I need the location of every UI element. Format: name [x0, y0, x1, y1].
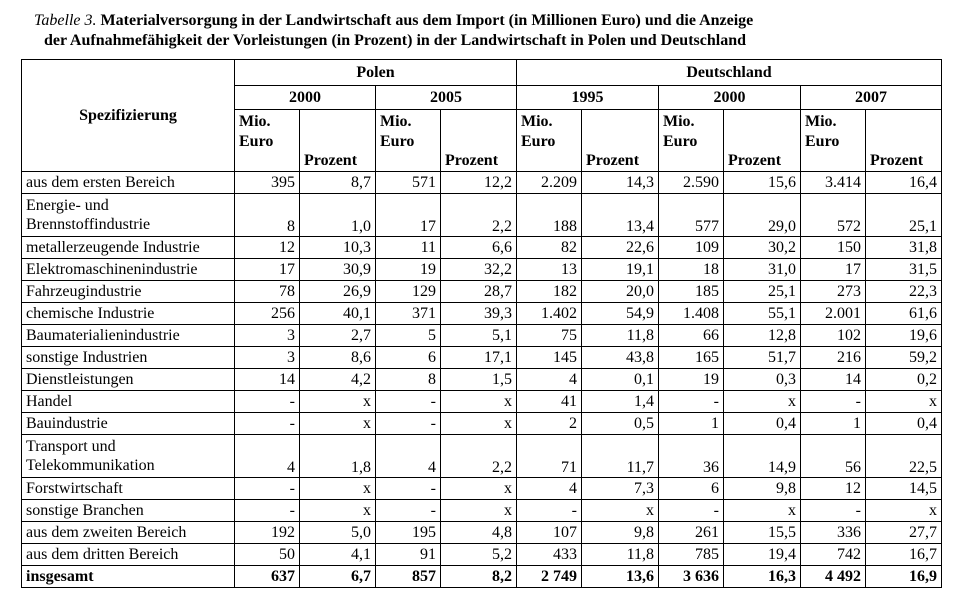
- prozent-cell: 51,7: [724, 347, 801, 369]
- prozent-cell: x: [441, 413, 517, 435]
- prozent-cell: 12,2: [441, 172, 517, 194]
- row-label: [22, 544, 235, 566]
- row-label: [22, 347, 235, 369]
- euro-label: Euro: [805, 133, 840, 150]
- prozent-cell: 40,1: [300, 303, 376, 325]
- mio-euro-cell: 8: [376, 369, 441, 391]
- prozent-cell: 15,6: [724, 172, 801, 194]
- mio-euro-cell: 71: [517, 435, 582, 478]
- mio-euro-cell: 1: [659, 413, 724, 435]
- prozent-cell: 59,2: [866, 347, 942, 369]
- prozent-cell: 22,5: [866, 435, 942, 478]
- row-label-line: insgesamt: [26, 568, 94, 585]
- mio-euro-cell: 2: [517, 413, 582, 435]
- mio-euro-cell: -: [376, 391, 441, 413]
- row-label: [22, 478, 235, 500]
- prozent-cell: 15,5: [724, 522, 801, 544]
- row-label-line: Energie- und: [26, 197, 109, 214]
- table-row: [22, 347, 942, 369]
- prozent-cell: 4,8: [441, 522, 517, 544]
- prozent-cell: 0,3: [724, 369, 801, 391]
- row-label-line: Fahrzeugindustrie: [26, 283, 142, 300]
- mio-euro-cell: -: [235, 478, 300, 500]
- prozent-cell: 13,6: [582, 566, 659, 588]
- mio-euro-cell: 36: [659, 435, 724, 478]
- row-label: [22, 413, 235, 435]
- prozent-cell: 13,4: [582, 194, 659, 237]
- prozent-cell: 0,1: [582, 369, 659, 391]
- mio-label: Mio.: [521, 113, 553, 130]
- mio-euro-cell: -: [801, 391, 866, 413]
- prozent-header: Prozent: [441, 110, 517, 172]
- prozent-cell: x: [441, 391, 517, 413]
- prozent-cell: 5,1: [441, 325, 517, 347]
- prozent-cell: 1,0: [300, 194, 376, 237]
- mio-euro-cell: 571: [376, 172, 441, 194]
- prozent-cell: 54,9: [582, 303, 659, 325]
- mio-euro-cell: 637: [235, 566, 300, 588]
- mio-euro-cell: 5: [376, 325, 441, 347]
- mio-euro-cell: 192: [235, 522, 300, 544]
- prozent-cell: 29,0: [724, 194, 801, 237]
- prozent-header: Prozent: [724, 110, 801, 172]
- mio-euro-cell: 102: [801, 325, 866, 347]
- mio-euro-cell: 4: [376, 435, 441, 478]
- prozent-cell: 8,2: [441, 566, 517, 588]
- euro-label: Euro: [380, 133, 415, 150]
- mio-euro-cell: 50: [235, 544, 300, 566]
- prozent-cell: 11,8: [582, 325, 659, 347]
- prozent-cell: 5,0: [300, 522, 376, 544]
- prozent-cell: x: [300, 391, 376, 413]
- mio-euro-cell: 857: [376, 566, 441, 588]
- table-row: [22, 413, 942, 435]
- mio-euro-header: [376, 110, 441, 172]
- table-row: [22, 435, 942, 478]
- mio-euro-cell: 17: [801, 259, 866, 281]
- prozent-cell: 26,9: [300, 281, 376, 303]
- mio-euro-cell: 3.414: [801, 172, 866, 194]
- prozent-cell: 17,1: [441, 347, 517, 369]
- mio-euro-cell: 17: [235, 259, 300, 281]
- mio-euro-cell: 75: [517, 325, 582, 347]
- mio-euro-cell: 742: [801, 544, 866, 566]
- prozent-cell: x: [300, 478, 376, 500]
- mio-euro-cell: 2.209: [517, 172, 582, 194]
- mio-euro-cell: 2.001: [801, 303, 866, 325]
- mio-euro-cell: 188: [517, 194, 582, 237]
- row-label-line: sonstige Industrien: [26, 349, 148, 366]
- prozent-cell: 25,1: [724, 281, 801, 303]
- prozent-cell: 16,9: [866, 566, 942, 588]
- mio-euro-cell: 109: [659, 237, 724, 259]
- mio-euro-cell: 19: [376, 259, 441, 281]
- table-body: [22, 172, 942, 588]
- row-label: [22, 566, 235, 588]
- mio-euro-cell: 2 749: [517, 566, 582, 588]
- prozent-cell: 16,7: [866, 544, 942, 566]
- mio-euro-cell: 785: [659, 544, 724, 566]
- table-title-line1: Materialversorgung in der Landwirtschaft aus dem Import (in Millionen Euro) und die Anzeige: [100, 12, 754, 29]
- mio-euro-cell: 165: [659, 347, 724, 369]
- prozent-cell: 8,7: [300, 172, 376, 194]
- mio-euro-header: [659, 110, 724, 172]
- mio-euro-cell: 182: [517, 281, 582, 303]
- mio-label: Mio.: [805, 113, 837, 130]
- prozent-cell: 9,8: [582, 522, 659, 544]
- prozent-header: Prozent: [866, 110, 942, 172]
- prozent-cell: 0,4: [866, 413, 942, 435]
- prozent-cell: 12,8: [724, 325, 801, 347]
- prozent-cell: 0,4: [724, 413, 801, 435]
- table-row: [22, 172, 942, 194]
- prozent-cell: x: [724, 391, 801, 413]
- mio-euro-cell: -: [376, 500, 441, 522]
- row-label-line: Forstwirtschaft: [26, 480, 123, 497]
- euro-label: Euro: [239, 133, 274, 150]
- mio-euro-cell: 185: [659, 281, 724, 303]
- table-title-line2: der Aufnahmefähigkeit der Vorleistungen (in Prozent) in der Landwirtschaft in Polen und Deutschland: [44, 32, 746, 49]
- mio-euro-cell: -: [376, 413, 441, 435]
- prozent-cell: x: [300, 413, 376, 435]
- row-label-line: Dienstleistungen: [26, 371, 134, 388]
- row-label-line: Elektromaschinenindustrie: [26, 261, 198, 278]
- mio-euro-header: [801, 110, 866, 172]
- year-header: 2005: [376, 86, 517, 110]
- prozent-cell: 10,3: [300, 237, 376, 259]
- country-header-polen: Polen: [235, 60, 517, 86]
- mio-euro-cell: 12: [235, 237, 300, 259]
- mio-euro-header: [235, 110, 300, 172]
- prozent-cell: 22,6: [582, 237, 659, 259]
- prozent-cell: 14,9: [724, 435, 801, 478]
- prozent-cell: 20,0: [582, 281, 659, 303]
- mio-euro-cell: 371: [376, 303, 441, 325]
- prozent-cell: 9,8: [724, 478, 801, 500]
- mio-label: Mio.: [663, 113, 695, 130]
- row-label: [22, 259, 235, 281]
- mio-euro-cell: 18: [659, 259, 724, 281]
- row-label: [22, 194, 235, 237]
- prozent-cell: 16,3: [724, 566, 801, 588]
- row-label: [22, 435, 235, 478]
- table-row: [22, 237, 942, 259]
- mio-euro-cell: 4: [517, 369, 582, 391]
- prozent-cell: 1,4: [582, 391, 659, 413]
- prozent-cell: 30,9: [300, 259, 376, 281]
- prozent-header: Prozent: [582, 110, 659, 172]
- table-row: [22, 391, 942, 413]
- row-label-line: metallerzeugende Industrie: [26, 239, 200, 256]
- prozent-cell: x: [441, 500, 517, 522]
- mio-euro-cell: 1.402: [517, 303, 582, 325]
- prozent-cell: 43,8: [582, 347, 659, 369]
- mio-euro-cell: 216: [801, 347, 866, 369]
- mio-euro-cell: -: [235, 413, 300, 435]
- mio-euro-cell: 336: [801, 522, 866, 544]
- prozent-cell: 19,6: [866, 325, 942, 347]
- prozent-cell: 11,7: [582, 435, 659, 478]
- prozent-cell: 14,3: [582, 172, 659, 194]
- row-label: [22, 281, 235, 303]
- mio-euro-cell: 1.408: [659, 303, 724, 325]
- prozent-cell: x: [300, 500, 376, 522]
- year-header: 1995: [517, 86, 659, 110]
- mio-euro-cell: 82: [517, 237, 582, 259]
- mio-euro-cell: -: [801, 500, 866, 522]
- mio-euro-cell: 14: [235, 369, 300, 391]
- row-label: [22, 303, 235, 325]
- prozent-cell: x: [866, 500, 942, 522]
- total-row: [22, 566, 942, 588]
- prozent-cell: x: [866, 391, 942, 413]
- mio-euro-cell: -: [376, 478, 441, 500]
- prozent-cell: 0,5: [582, 413, 659, 435]
- row-label-line: Handel: [26, 393, 73, 410]
- table-row: [22, 478, 942, 500]
- mio-euro-cell: 4: [517, 478, 582, 500]
- table-row: [22, 369, 942, 391]
- prozent-cell: 5,2: [441, 544, 517, 566]
- row-label-line: sonstige Branchen: [26, 502, 144, 519]
- mio-euro-cell: 66: [659, 325, 724, 347]
- prozent-cell: 19,4: [724, 544, 801, 566]
- row-label-line: Bauindustrie: [26, 415, 108, 432]
- table-row: [22, 303, 942, 325]
- row-label-line: Brennstoffindustrie: [26, 216, 151, 233]
- row-label-line: Telekommunikation: [26, 457, 155, 474]
- prozent-cell: 4,1: [300, 544, 376, 566]
- row-label: [22, 369, 235, 391]
- prozent-cell: 16,4: [866, 172, 942, 194]
- mio-euro-cell: 56: [801, 435, 866, 478]
- row-label: [22, 172, 235, 194]
- mio-euro-cell: 6: [659, 478, 724, 500]
- mio-euro-cell: 78: [235, 281, 300, 303]
- mio-euro-cell: 3: [235, 347, 300, 369]
- row-label-line: aus dem zweiten Bereich: [26, 524, 187, 541]
- euro-label: Euro: [521, 133, 556, 150]
- prozent-cell: 4,2: [300, 369, 376, 391]
- mio-euro-cell: 4 492: [801, 566, 866, 588]
- table-caption: [34, 11, 934, 51]
- prozent-cell: 19,1: [582, 259, 659, 281]
- prozent-cell: 31,8: [866, 237, 942, 259]
- mio-euro-cell: -: [235, 391, 300, 413]
- spec-header: Spezifizierung: [22, 60, 235, 172]
- row-label-line: aus dem dritten Bereich: [26, 546, 179, 563]
- mio-euro-cell: 8: [235, 194, 300, 237]
- prozent-cell: 61,6: [866, 303, 942, 325]
- prozent-cell: 22,3: [866, 281, 942, 303]
- prozent-cell: 31,0: [724, 259, 801, 281]
- euro-label: Euro: [663, 133, 698, 150]
- row-label: [22, 500, 235, 522]
- prozent-header: Prozent: [300, 110, 376, 172]
- row-label-line: chemische Industrie: [26, 305, 155, 322]
- mio-euro-cell: 4: [235, 435, 300, 478]
- mio-euro-cell: 395: [235, 172, 300, 194]
- table-row: [22, 544, 942, 566]
- mio-euro-cell: 41: [517, 391, 582, 413]
- year-header: 2007: [801, 86, 942, 110]
- row-label-line: Transport und: [26, 438, 116, 455]
- mio-euro-cell: 1: [801, 413, 866, 435]
- mio-euro-cell: 256: [235, 303, 300, 325]
- data-table: [21, 59, 942, 588]
- country-header-deutschland: Deutschland: [517, 60, 942, 86]
- prozent-cell: 31,5: [866, 259, 942, 281]
- mio-euro-cell: 107: [517, 522, 582, 544]
- prozent-cell: 2,7: [300, 325, 376, 347]
- prozent-cell: 1,8: [300, 435, 376, 478]
- mio-label: Mio.: [239, 113, 271, 130]
- mio-euro-cell: 572: [801, 194, 866, 237]
- prozent-cell: x: [441, 478, 517, 500]
- mio-euro-cell: 19: [659, 369, 724, 391]
- table-row: [22, 259, 942, 281]
- prozent-cell: 39,3: [441, 303, 517, 325]
- prozent-cell: 32,2: [441, 259, 517, 281]
- mio-label: Mio.: [380, 113, 412, 130]
- mio-euro-cell: -: [659, 391, 724, 413]
- prozent-cell: 1,5: [441, 369, 517, 391]
- mio-euro-cell: 13: [517, 259, 582, 281]
- prozent-cell: 6,7: [300, 566, 376, 588]
- prozent-cell: 6,6: [441, 237, 517, 259]
- mio-euro-cell: 195: [376, 522, 441, 544]
- mio-euro-cell: 14: [801, 369, 866, 391]
- mio-euro-cell: 273: [801, 281, 866, 303]
- mio-euro-cell: 145: [517, 347, 582, 369]
- prozent-cell: 27,7: [866, 522, 942, 544]
- prozent-cell: 55,1: [724, 303, 801, 325]
- row-label: [22, 237, 235, 259]
- mio-euro-cell: 129: [376, 281, 441, 303]
- prozent-cell: 14,5: [866, 478, 942, 500]
- row-label: [22, 522, 235, 544]
- mio-euro-cell: 577: [659, 194, 724, 237]
- mio-euro-header: [517, 110, 582, 172]
- prozent-cell: 11,8: [582, 544, 659, 566]
- mio-euro-cell: 2.590: [659, 172, 724, 194]
- row-label-line: Baumaterialienindustrie: [26, 327, 180, 344]
- row-label: [22, 391, 235, 413]
- prozent-cell: 7,3: [582, 478, 659, 500]
- mio-euro-cell: 17: [376, 194, 441, 237]
- row-label: [22, 325, 235, 347]
- prozent-cell: 2,2: [441, 194, 517, 237]
- prozent-cell: 28,7: [441, 281, 517, 303]
- mio-euro-cell: -: [517, 500, 582, 522]
- prozent-cell: 25,1: [866, 194, 942, 237]
- prozent-cell: x: [724, 500, 801, 522]
- table-row: [22, 325, 942, 347]
- mio-euro-cell: 150: [801, 237, 866, 259]
- table-row: [22, 281, 942, 303]
- prozent-cell: 0,2: [866, 369, 942, 391]
- table-row: [22, 522, 942, 544]
- mio-euro-cell: 91: [376, 544, 441, 566]
- mio-euro-cell: 11: [376, 237, 441, 259]
- mio-euro-cell: 3 636: [659, 566, 724, 588]
- prozent-cell: 2,2: [441, 435, 517, 478]
- year-header: 2000: [659, 86, 801, 110]
- mio-euro-cell: 12: [801, 478, 866, 500]
- mio-euro-cell: 3: [235, 325, 300, 347]
- mio-euro-cell: 433: [517, 544, 582, 566]
- mio-euro-cell: 6: [376, 347, 441, 369]
- prozent-cell: 8,6: [300, 347, 376, 369]
- table-label: Tabelle 3.: [34, 12, 97, 29]
- mio-euro-cell: -: [659, 500, 724, 522]
- prozent-cell: x: [582, 500, 659, 522]
- table-row: [22, 194, 942, 237]
- year-header: 2000: [235, 86, 376, 110]
- prozent-cell: 30,2: [724, 237, 801, 259]
- mio-euro-cell: -: [235, 500, 300, 522]
- mio-euro-cell: 261: [659, 522, 724, 544]
- table-row: [22, 500, 942, 522]
- row-label-line: aus dem ersten Bereich: [26, 174, 175, 191]
